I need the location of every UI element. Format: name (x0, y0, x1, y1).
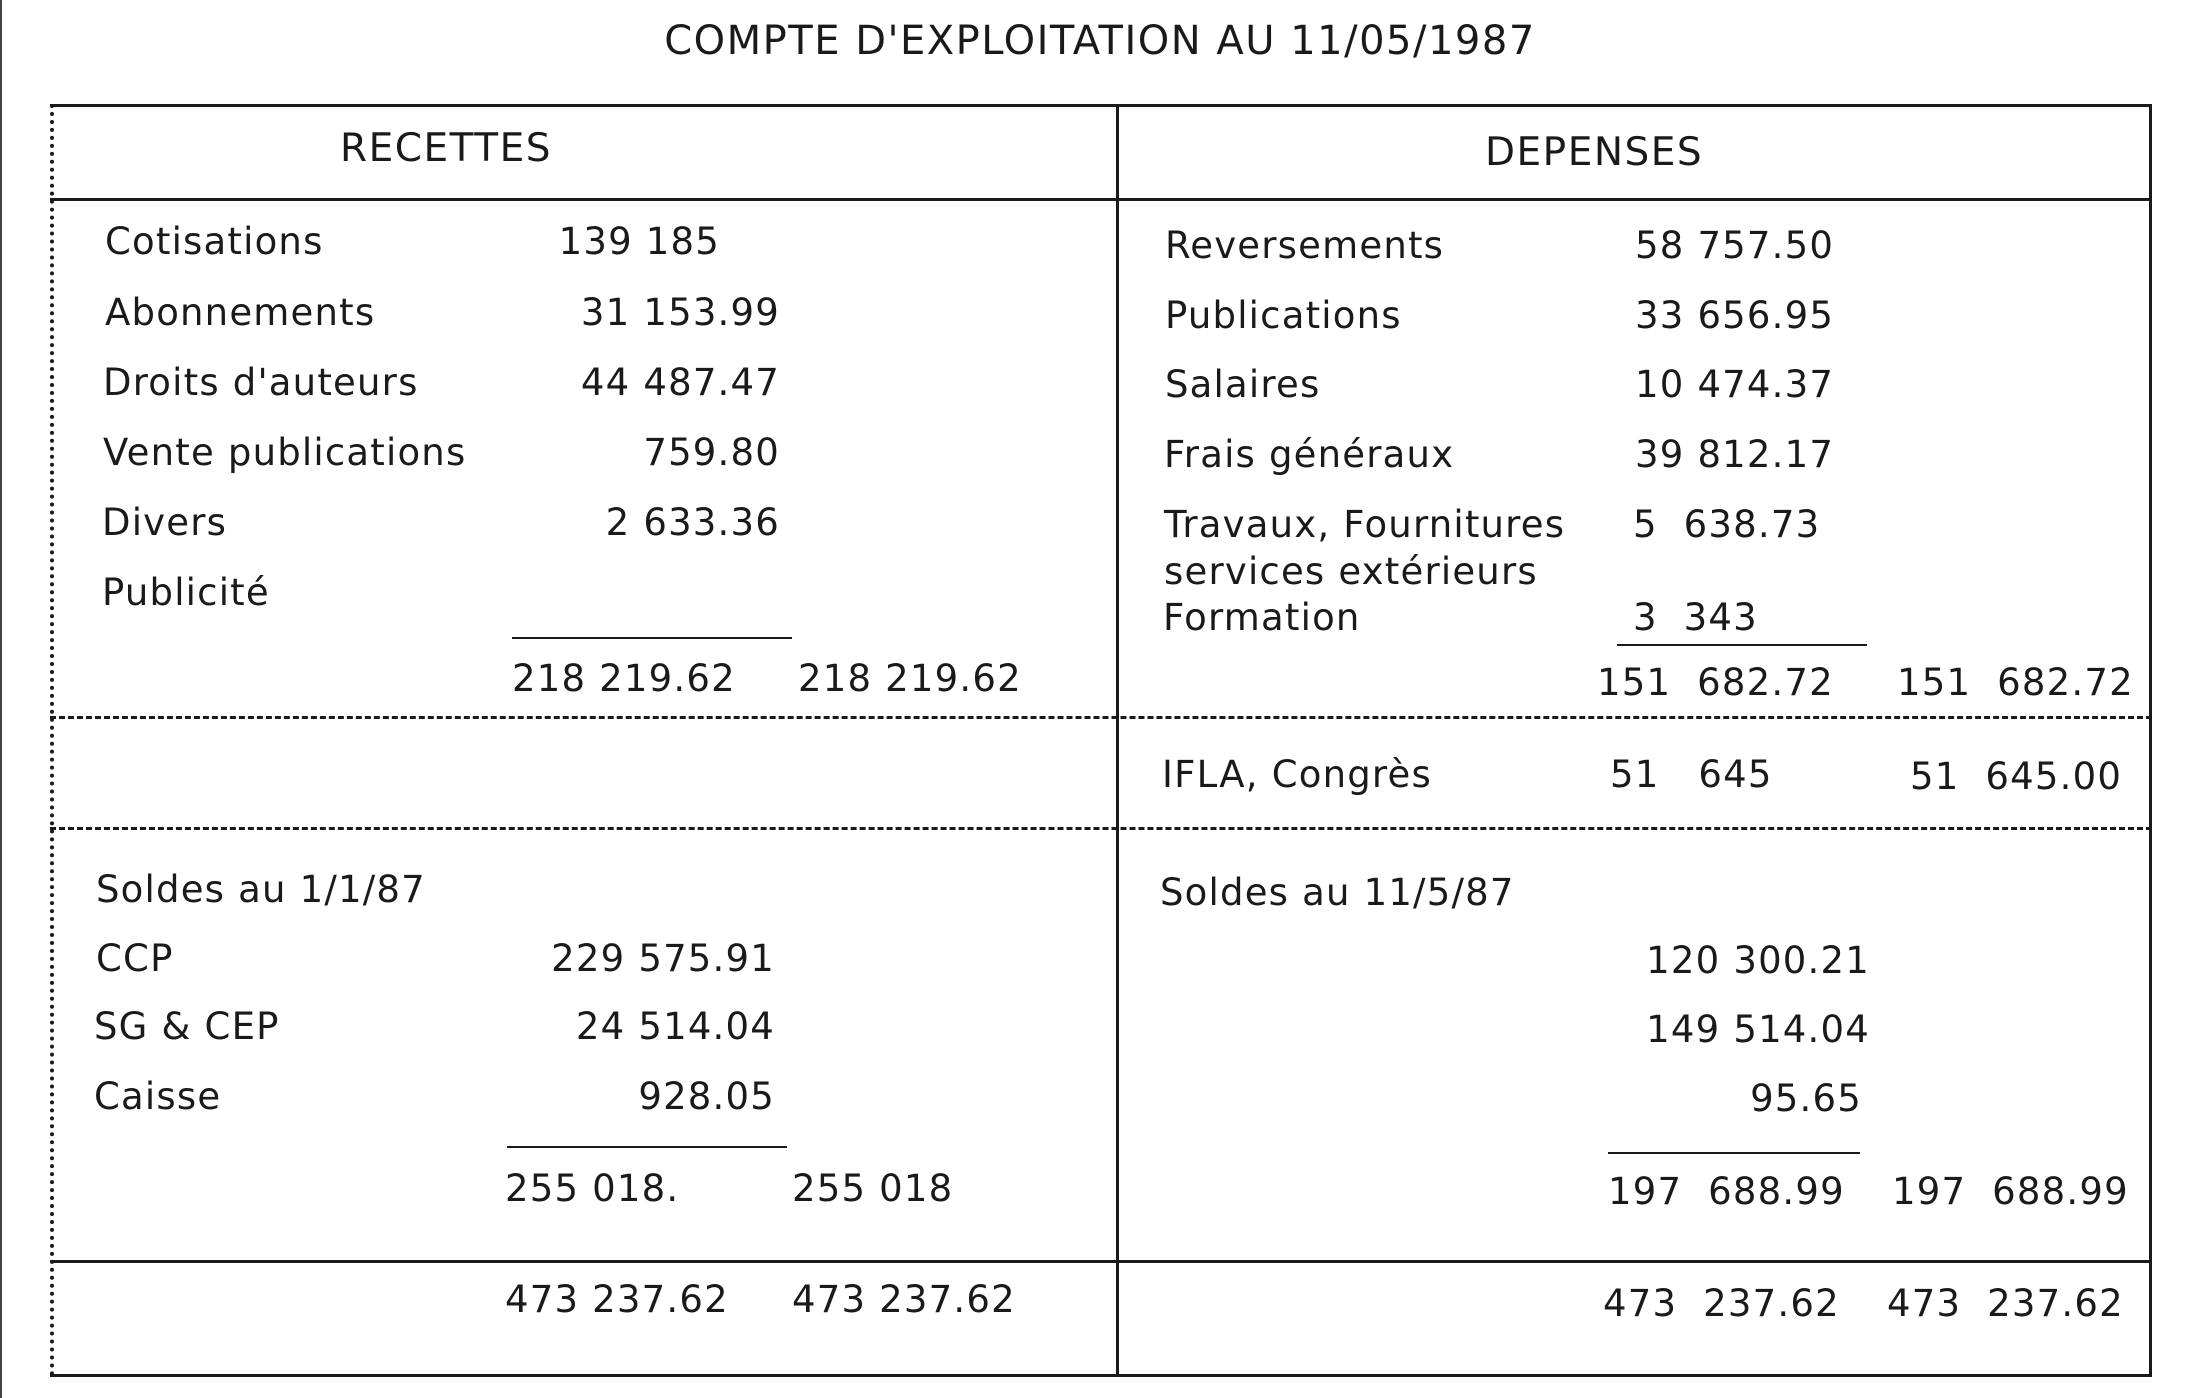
list-item-amount: 44 487.47 (580, 361, 780, 404)
ifla-carried: 51 645.00 (1910, 755, 2123, 798)
list-item-amount: 139 185 (558, 220, 720, 263)
document-title: COMPTE D'EXPLOITATION AU 11/05/1987 (664, 18, 1536, 64)
recettes-sum-line (512, 637, 792, 639)
recettes-soldes-total-carried: 255 018 (792, 1167, 954, 1210)
list-item-label: services extérieurs (1164, 550, 1538, 593)
depenses-grand-total: 473 237.62 (1603, 1282, 1840, 1325)
center-divider (1116, 104, 1119, 1374)
list-item-amount: 3 343 (1633, 596, 1758, 639)
ifla-divider (50, 827, 2152, 830)
list-item-amount: 5 638.73 (1633, 503, 1821, 546)
depenses-soldes-total: 197 688.99 (1608, 1170, 1845, 1213)
list-item-amount: 120 300.21 (1646, 939, 1870, 982)
list-item-amount: 928.05 (638, 1075, 775, 1118)
recettes-subtotal: 218 219.62 (512, 657, 736, 700)
list-item-label: Abonnements (105, 291, 376, 334)
list-item-amount: 31 153.99 (580, 291, 780, 334)
list-item-label: SG & CEP (94, 1005, 280, 1048)
recettes-soldes-label: Soldes au 1/1/87 (96, 868, 426, 911)
list-item-label: Formation (1163, 596, 1361, 639)
depenses-sum-line (1617, 644, 1867, 646)
recettes-grand-total-carried: 473 237.62 (792, 1278, 1016, 1321)
list-item-label: Droits d'auteurs (103, 361, 419, 404)
list-item-label: Divers (102, 501, 228, 544)
list-item-amount: 39 812.17 (1635, 433, 1835, 476)
depenses-grand-total-carried: 473 237.62 (1887, 1282, 2124, 1325)
list-item-amount: 149 514.04 (1646, 1008, 1870, 1051)
depenses-subtotal-carried: 151 682.72 (1897, 661, 2134, 704)
list-item-amount: 2 633.36 (605, 501, 780, 544)
list-item-amount: 10 474.37 (1635, 363, 1835, 406)
ifla-amount: 51 645 (1610, 753, 1773, 796)
depenses-header: DEPENSES (1485, 130, 1704, 175)
table-top-rule (50, 104, 2152, 107)
depenses-soldes-total-carried: 197 688.99 (1892, 1170, 2129, 1213)
list-item-amount: 759.80 (643, 431, 780, 474)
list-item-label: Travaux, Fournitures (1164, 503, 1566, 546)
ifla-label: IFLA, Congrès (1162, 753, 1432, 796)
grand-total-rule (50, 1260, 2152, 1263)
list-item-amount: 33 656.95 (1635, 294, 1835, 337)
recettes-grand-total: 473 237.62 (505, 1278, 729, 1321)
list-item-amount: 229 575.91 (551, 937, 775, 980)
page-left-edge (0, 0, 2, 1398)
list-item-label: Reversements (1165, 224, 1445, 267)
recettes-soldes-sum-line (507, 1146, 787, 1148)
list-item-amount: 24 514.04 (575, 1005, 775, 1048)
list-item-label: Publications (1165, 294, 1402, 337)
depenses-subtotal: 151 682.72 (1597, 661, 1834, 704)
table-right-rule (2149, 104, 2152, 1374)
list-item-label: Publicité (102, 571, 270, 614)
list-item-amount: 95.65 (1750, 1077, 1862, 1120)
header-bottom-rule (50, 198, 2152, 201)
depenses-soldes-label: Soldes au 11/5/87 (1160, 871, 1515, 914)
list-item-label: Cotisations (105, 220, 324, 263)
list-item-label: CCP (96, 937, 174, 980)
account-table (50, 104, 2152, 1380)
depenses-soldes-sum-line (1608, 1152, 1860, 1154)
subtotal-divider (50, 716, 2152, 719)
recettes-subtotal-carried: 218 219.62 (798, 657, 1022, 700)
list-item-label: Frais généraux (1164, 433, 1455, 476)
table-bottom-rule (50, 1374, 2152, 1377)
list-item-label: Vente publications (103, 431, 467, 474)
recettes-soldes-total: 255 018. (505, 1167, 680, 1210)
table-left-rule (50, 104, 54, 1377)
list-item-label: Salaires (1165, 363, 1321, 406)
list-item-label: Caisse (94, 1075, 222, 1118)
recettes-header: RECETTES (340, 126, 552, 171)
list-item-amount: 58 757.50 (1635, 224, 1835, 267)
